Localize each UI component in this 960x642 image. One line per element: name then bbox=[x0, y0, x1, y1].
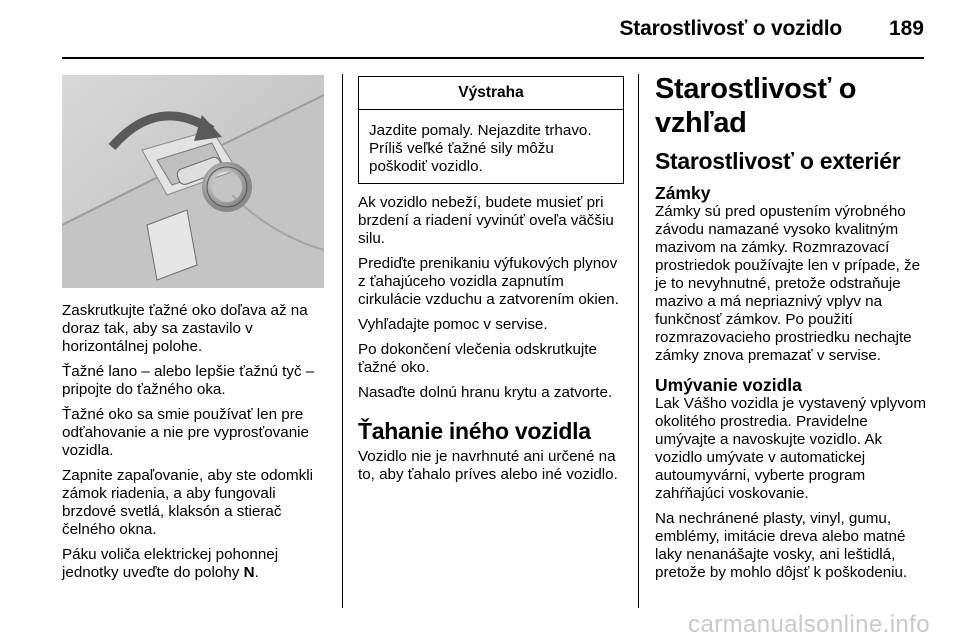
column-3 bbox=[655, 72, 930, 589]
watermark: carmanualsonline.info bbox=[688, 611, 930, 638]
section-heading: Ťahanie iného vozidla bbox=[358, 418, 591, 444]
paragraph: Ak vozidlo nebeží, budete musieť pri brzdení a riadení vyvinúť oveľa väčšiu silu. bbox=[358, 194, 614, 247]
paragraph: Vozidlo nie je navrhnuté ani určené na to, aby ťahalo príves alebo iné vozidlo. bbox=[358, 448, 618, 483]
text-run: . bbox=[254, 564, 259, 581]
warning-title: Výstraha bbox=[359, 77, 623, 110]
section-heading: Starostlivosť o exteriér bbox=[655, 148, 901, 174]
paragraph: Vyhľadajte pomoc v servise. bbox=[358, 316, 548, 333]
tow-eye-drawing bbox=[62, 75, 324, 288]
paragraph: Zapnite zapaľovanie, aby ste odomkli zámok riadenia, a aby fungovali brzdové svetlá, klaksón a stierač čelného okna. bbox=[62, 467, 313, 538]
tow-eye-illustration bbox=[62, 75, 324, 288]
paragraph: Zámky sú pred opustením výrobného závodu namazané vysoko kvalitným mazivom na zámky. Rozmrazovací prostriedok používajte len v prípade, že je to nevyhnutné, pretože odstraňuje mazivo a má nepriaznivý vplyv na funkčnosť zámkov. Po použití rozmrazovacieho prostriedku nechajte zámky znova premazať v servise. bbox=[655, 203, 921, 364]
column-divider-1 bbox=[342, 74, 343, 608]
paragraph: Zaskrutkujte ťažné oko doľava až na doraz tak, aby sa zastavilo v horizontálnej polohe. bbox=[62, 302, 308, 355]
subsection-heading: Umývanie vozidla bbox=[655, 375, 802, 395]
subsection-heading: Zámky bbox=[655, 183, 711, 203]
page-header-title: Starostlivosť o vozidlo bbox=[619, 17, 842, 40]
paragraph: Lak Vášho vozidla je vystavený vplyvom okolitého prostredia. Pravidelne umývajte a navoskujte vozidlo. Ak vozidlo umývate v automatickej autoumyvárni, vyberte program zahŕňajúci voskovanie. bbox=[655, 395, 926, 502]
column-1 bbox=[62, 302, 330, 589]
paragraph: Nasaďte dolnú hranu krytu a zatvorte. bbox=[358, 384, 613, 401]
warning-text: Jazdite pomaly. Nejazdite trhavo. Príliš veľké ťažné sily môžu poškodiť vozidlo. bbox=[369, 122, 592, 175]
header-rule bbox=[62, 57, 924, 59]
paragraph: Ťažné oko sa smie používať len pre odťahovanie a nie pre vyprosťovanie vozidla. bbox=[62, 406, 309, 459]
paragraph: Ťažné lano – alebo lepšie ťažnú tyč – pripojte do ťažného oka. bbox=[62, 363, 315, 398]
gear-position: N bbox=[243, 564, 255, 581]
paragraph: Po dokončení vlečenia odskrutkujte ťažné oko. bbox=[358, 341, 597, 376]
paragraph bbox=[62, 546, 330, 582]
column-2 bbox=[358, 194, 626, 491]
warning-box bbox=[358, 76, 624, 184]
column-divider-2 bbox=[638, 74, 639, 608]
text-run: Páku voliča elektrickej pohonnej jednotky uveďte do polohy bbox=[62, 546, 279, 581]
paragraph: Prediďte prenikaniu výfukových plynov z ťahajúceho vozidla zapnutím cirkulácie vzduchu a zatvorením okien. bbox=[358, 255, 619, 308]
page-number: 189 bbox=[888, 17, 924, 40]
paragraph: Na nechránené plasty, vinyl, gumu, emblémy, imitácie dreva alebo matné laky nenanášajte vosky, ani leštidlá, pretože by mohlo dôjsť k poškodeniu. bbox=[655, 510, 908, 581]
chapter-heading: Starostlivosť o vzhľad bbox=[655, 73, 857, 139]
